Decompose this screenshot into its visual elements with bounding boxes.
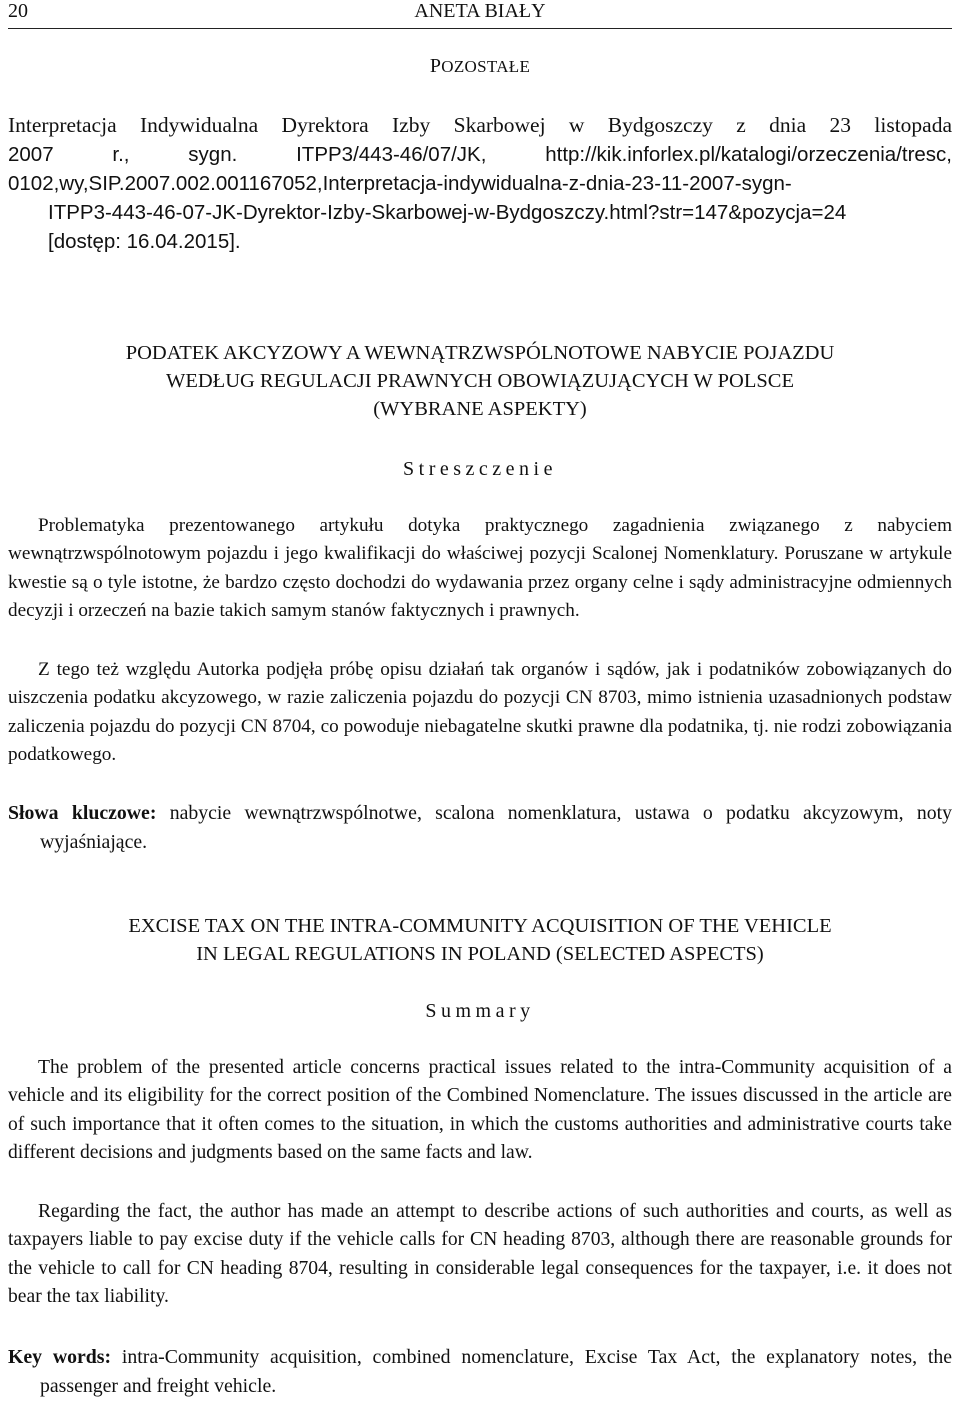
keywords-text: intra-Community acquisition, combined nomenclature, Excise Tax Act, the explanatory notes, the passenger and freight vehicle. xyxy=(40,1346,952,1397)
keywords-text: nabycie wewnątrzwspólnotwe, scalona nomenklatura, ustawa o podatku akcyzowym, noty wyjaśniające. xyxy=(40,802,952,853)
title-line: (WYBRANE ASPEKTY) xyxy=(373,398,587,420)
running-head: ANETA BIAŁY xyxy=(414,0,546,22)
polish-keywords xyxy=(8,799,952,857)
section-title-others xyxy=(0,55,960,78)
polish-abstract-paragraph: Problematyka prezentowanego artykułu dotyka praktycznego zagadnienia związanego z nabyciem wewnątrzwspólnotowym pojazdu i jego kwalifikacji do właściwej pozycji Scalonej Nomenklatury. Poruszane w artykule kwestie są o tyle istotne, że bardzo często dochodzi do wydawania przez organy celne i sądy administracyjne odmiennych decyzji i orzeczeń na bazie takich samym stanów faktycznych i prawnych. xyxy=(8,515,952,621)
title-line: EXCISE TAX ON THE INTRA-COMMUNITY ACQUISITION OF THE VEHICLE xyxy=(128,915,832,937)
polish-summary-heading: Streszczenie xyxy=(403,458,557,480)
keywords-label: Key words: xyxy=(8,1346,112,1368)
polish-article-title xyxy=(0,339,960,423)
polish-abstract-paragraph: Z tego też względu Autorka podjęła próbę opisu działań tak organów i sądów, jak i podatników zobowiązanych do uiszczenia podatku akcyzowego, w razie zaliczenia pojazdu do pozycji CN 8703, mimo istnienia uzasadnionych podstaw zaliczenia pojazdu do pozycji CN 8704, co powoduje niebagatelne skutki prawne dla podatnika, tj. nie rodzi zobowiązania podatkowego. xyxy=(8,659,952,765)
title-line: WEDŁUG REGULACJI PRAWNYCH OBOWIĄZUJĄCYCH W POLSCE xyxy=(166,370,794,392)
reference-line: [dostęp: 16.04.2015]. xyxy=(48,230,241,253)
reference-line: ITPP3-443-46-07-JK-Dyrektor-Izby-Skarbowej-w-Bydgoszczy.html?str=147&pozycja=24 xyxy=(48,201,847,224)
reference-line: 0102,wy,SIP.2007.002.001167052,Interpretacja-indywidualna-z-dnia-23-11-2007-sygn- xyxy=(8,172,792,195)
english-summary-heading: Summary xyxy=(425,1000,535,1022)
keywords-label: Słowa kluczowe: xyxy=(8,802,157,824)
reference-entry xyxy=(8,111,952,256)
page-header xyxy=(8,0,952,29)
section-title-rest: OZOSTAŁE xyxy=(441,57,531,76)
section-title-initial: P xyxy=(429,55,442,77)
english-abstract-paragraph: The problem of the presented article concerns practical issues related to the intra-Community acquisition of a vehicle and its eligibility for the correct position of the Combined Nomenclature. The issues discussed in the article are of such importance that it often comes to the situation, in which the customs authorities and administrative courts take different decisions and judgments based on the same facts and law. xyxy=(8,1057,952,1163)
reference-line: 2007 r., sygn. ITPP3/443-46/07/JK, http://kik.inforlex.pl/katalogi/orzeczenia/tresc, xyxy=(8,143,952,166)
english-keywords xyxy=(8,1343,952,1401)
reference-line: Interpretacja Indywidualna Dyrektora Izby Skarbowej w Bydgoszczy z dnia 23 listopada xyxy=(8,113,952,137)
title-line: PODATEK AKCYZOWY A WEWNĄTRZWSPÓLNOTOWE NABYCIE POJAZDU xyxy=(125,342,835,364)
page-number: 20 xyxy=(8,0,28,22)
english-abstract-paragraph: Regarding the fact, the author has made an attempt to describe actions of such authorities and courts, as well as taxpayers liable to pay excise duty if the vehicle calls for CN heading 8703, although there are reasonable grounds for the vehicle to call for CN heading 8704, resulting in considerable legal consequences for the taxpayer, i.e. it does not bear the tax liability. xyxy=(8,1201,952,1307)
title-line: IN LEGAL REGULATIONS IN POLAND (SELECTED ASPECTS) xyxy=(196,943,764,965)
english-article-title xyxy=(0,912,960,968)
